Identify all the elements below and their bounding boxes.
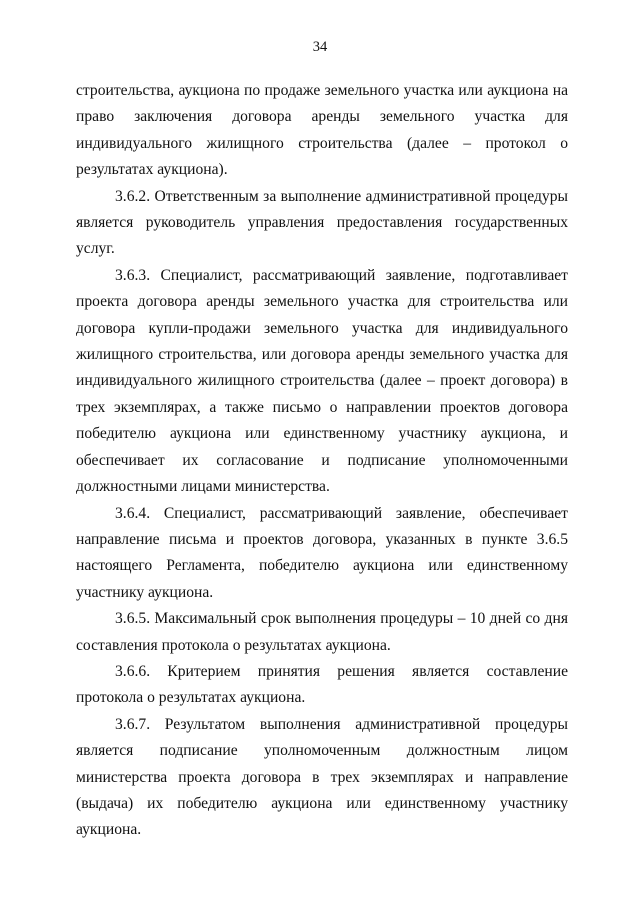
paragraph-3-6-5: 3.6.5. Максимальный срок выполнения процедуры – 10 дней со дня составления протокола о результатах аукциона.	[76, 610, 568, 654]
document-body	[76, 78, 568, 844]
paragraph-continuation: строительства, аукциона по продаже земельного участка или аукциона на право заключения договора аренды земельного участка для индивидуального жилищного строительства (далее – протокол о результатах аукциона).	[76, 82, 568, 179]
paragraph-3-6-7: 3.6.7. Результатом выполнения административной процедуры является подписание уполномоченным должностным лицом министерства проекта договора в трех экземплярах и направление (выдача) их победителю аукциона или единственному участнику аукциона.	[76, 715, 568, 839]
paragraph-3-6-3: 3.6.3. Специалист, рассматривающий заявление, подготавливает проекта договора аренды земельного участка для строительства или договора купли-продажи земельного участка для индивидуального жилищного строительства, или договора аренды земельного участка для индивидуального жилищного строительства (далее – проект договора) в трех экземплярах, а также письмо о направлении проектов договора победителю аукциона или единственному участнику аукциона, и обеспечивает их согласование и подписание уполномоченными должностными лицами министерства.	[76, 266, 568, 496]
paragraph-3-6-2: 3.6.2. Ответственным за выполнение административной процедуры является руководитель управления предоставления государственных услуг.	[76, 187, 568, 258]
paragraph-3-6-6: 3.6.6. Критерием принятия решения является составление протокола о результатах аукциона.	[76, 662, 568, 707]
page-number: 34	[312, 39, 328, 55]
paragraph-3-6-4: 3.6.4. Специалист, рассматривающий заявление, обеспечивает направление письма и проектов договора, указанных в пункте 3.6.5 настоящего Регламента, победителю аукциона или единственному участнику аукциона.	[76, 504, 568, 601]
